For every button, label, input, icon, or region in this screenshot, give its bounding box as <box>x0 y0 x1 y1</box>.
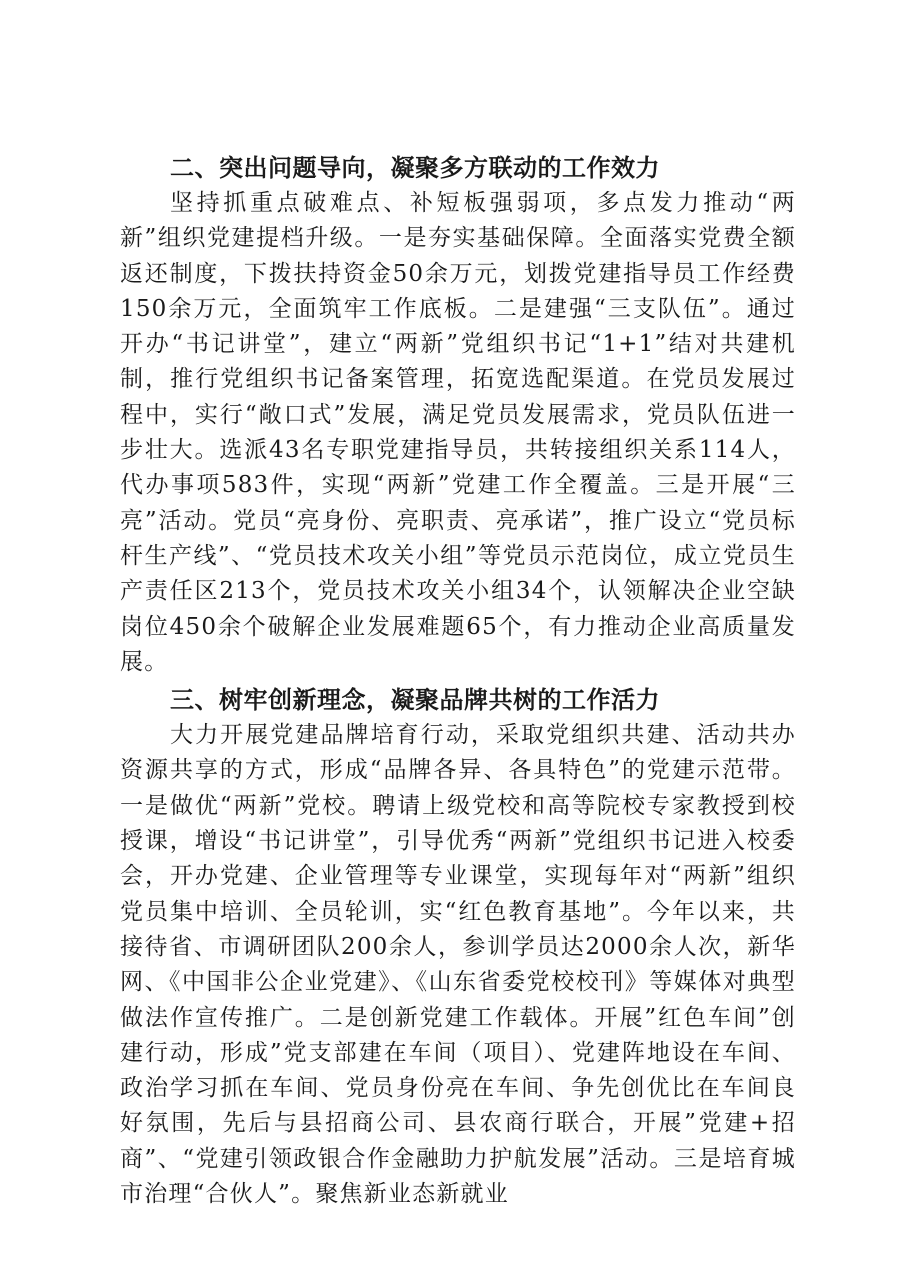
section-heading-3: 三、树牢创新理念，凝聚品牌共树的工作活力 <box>170 686 660 715</box>
document-body <box>120 150 796 1212</box>
section-heading-2: 二、突出问题导向，凝聚多方联动的工作效力 <box>170 154 660 182</box>
section-paragraph-3: 大力开展党建品牌培育行动，采取党组织共建、活动共办资源共享的方式，形成“品牌各异、各具特色”的党建示范带。一是做优“两新”党校。聘请上级党校和高等院校专家教授到校授课，增设“书记讲堂”，引导优秀“两新”党组织书记进入校委会，开办党建、企业管理等专业课堂，实现每年对“两新”组织党员集中培训、全员轮训，实“红色教育基地”。今年以来，共接待省、市调研团队200余人，参训学员达2000余人次，新华网、《中国非公企业党建》、《山东省委党校校刊》等媒体对典型做法作宣传推广。二是创新党建工作载体。开展”红色车间”创建行动，形成”党支部建在车间（项目）、党建阵地设在车间、政治学习抓在车间、党员身份亮在车间、争先创优比在车间良好氛围，先后与县招商公司、县农商行联合，开展”党建+招商”、“党建引领政银合作金融助力护航发展”活动。三是培育城市治理“合伙人”。聚焦新业态新就业 <box>120 722 796 1208</box>
section-paragraph-2: 坚持抓重点破难点、补短板强弱项，多点发力推动“两新”组织党建提档升级。一是夯实基础保障。全面落实党费全额返还制度，下拨扶持资金50余万元，划拨党建指导员工作经费150余万元，全面筑牢工作底板。二是建强“三支队伍”。通过开办“书记讲堂”，建立“两新”党组织书记“1+1”结对共建机制，推行党组织书记备案管理，拓宽选配渠道。在党员发展过程中，实行“敞口式”发展，满足党员发展需求，党员队伍进一步壮大。选派43名专职党建指导员，共转接组织关系114人，代办事项583件，实现“两新”党建工作全覆盖。三是开展“三亮”活动。党员“亮身份、亮职责、亮承诺”，推广设立“党员标杆生产线”、“党员技术攻关小组”等党员示范岗位，成立党员生产责任区213个，党员技术攻关小组34个，认领解决企业空缺岗位450余个破解企业发展难题65个，有力推动企业高质量发展。 <box>120 190 796 675</box>
